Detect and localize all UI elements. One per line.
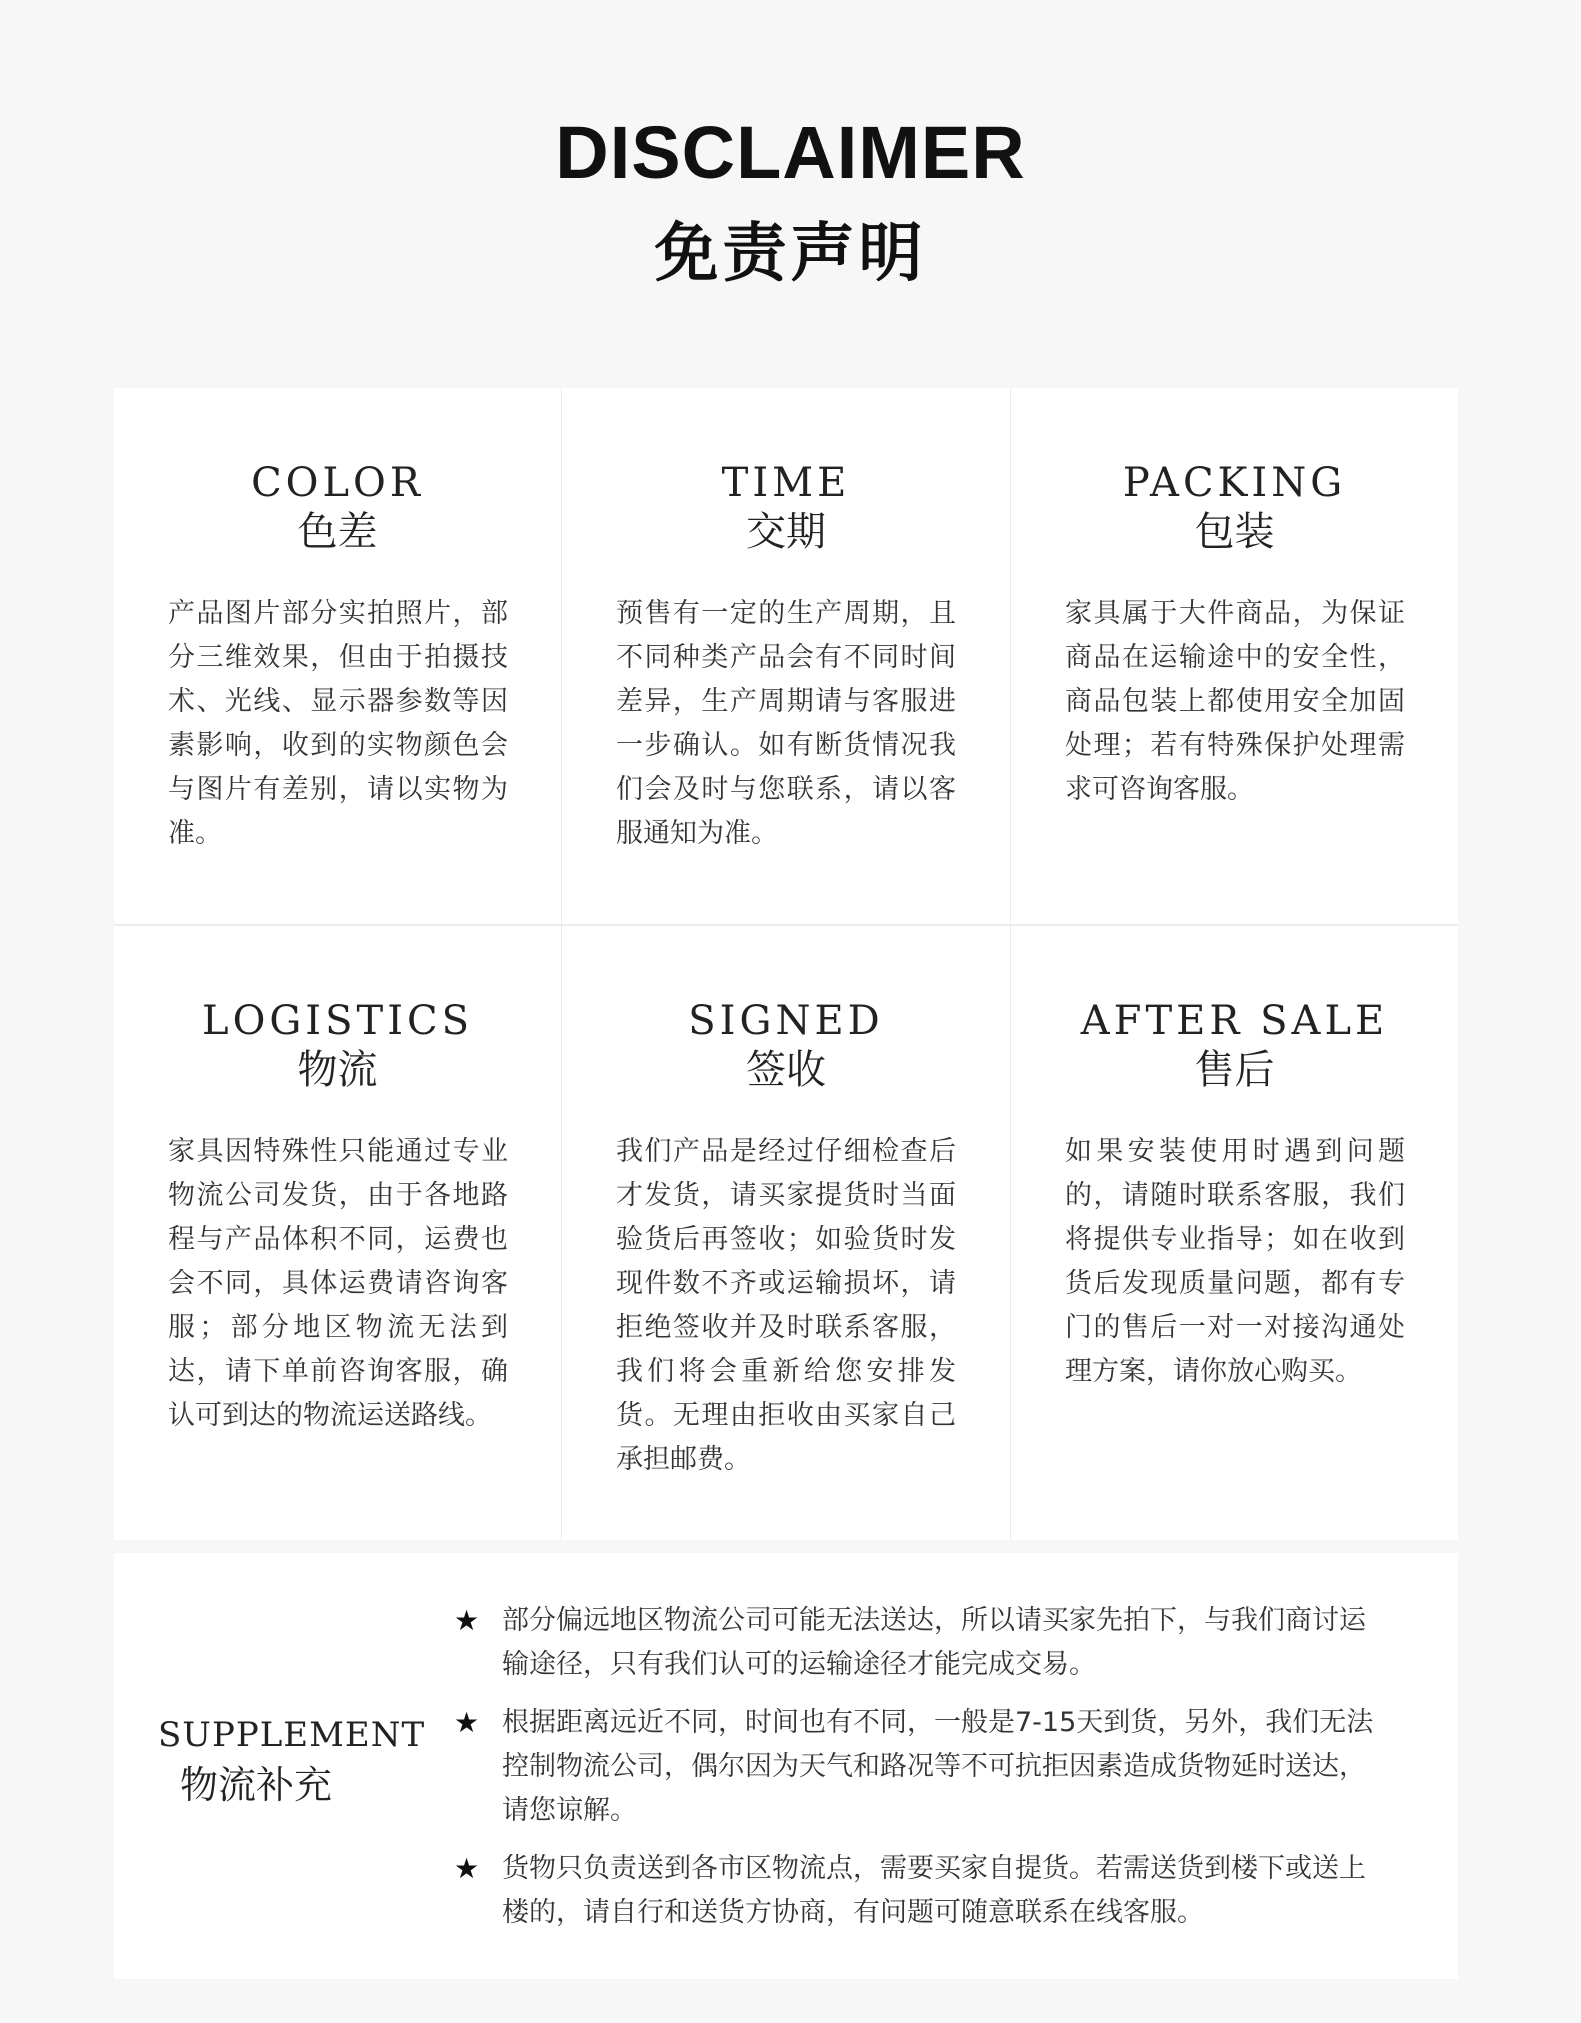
card-after-sale bbox=[1011, 926, 1458, 1540]
supplement-title-en: SUPPLEMENT bbox=[158, 1715, 426, 1755]
card-body: 家具属于大件商品，为保证商品在运输途中的安全性，商品包装上都使用安全加固处理；若有特殊保护处理需求可咨询客服。 bbox=[1065, 598, 1405, 805]
card-color bbox=[114, 388, 561, 924]
supplement-list bbox=[454, 1599, 1384, 1949]
card-body: 预售有一定的生产周期，且不同种类产品会有不同时间差异，生产周期请与客服进一步确认。如有断货情况我们会及时与您联系，请以客服通知为准。 bbox=[616, 598, 956, 849]
card-title-cn: 售后 bbox=[1194, 1047, 1275, 1093]
card-title-cn: 色差 bbox=[297, 509, 378, 555]
list-item-text: 货物只负责送到各市区物流点，需要买家自提货。若需送货到楼下或送上楼的，请自行和送货方协商，有问题可随意联系在线客服。 bbox=[502, 1853, 1366, 1928]
card-title-en: LOGISTICS bbox=[202, 998, 473, 1044]
card-packing bbox=[1011, 388, 1458, 924]
card-title-en: SIGNED bbox=[688, 998, 884, 1044]
list-item-text: 根据距离远近不同，时间也有不同，一般是7-15天到货，另外，我们无法控制物流公司，偶尔因为天气和路况等不可抗拒因素造成货物延时送达，请您谅解。 bbox=[502, 1707, 1374, 1826]
card-signed bbox=[562, 926, 1010, 1540]
card-title-cn: 包装 bbox=[1194, 509, 1275, 555]
card-title-en: TIME bbox=[721, 460, 851, 506]
card-logistics bbox=[114, 926, 561, 1540]
card-body: 我们产品是经过仔细检查后才发货，请买家提货时当面验货后再签收；如验货时发现件数不齐或运输损坏，请拒绝签收并及时联系客服，我们将会重新给您安排发货。无理由拒收由买家自己承担邮费。 bbox=[616, 1136, 956, 1475]
list-item bbox=[454, 1847, 1384, 1935]
star-icon: ★ bbox=[454, 1706, 480, 1739]
supplement-title-cn: 物流补充 bbox=[179, 1763, 332, 1807]
card-title-en: COLOR bbox=[251, 460, 424, 506]
card-title-cn: 交期 bbox=[746, 509, 826, 555]
star-icon: ★ bbox=[454, 1852, 480, 1885]
card-time bbox=[562, 388, 1010, 924]
card-body: 家具因特殊性只能通过专业物流公司发货，由于各地路程与产品体积不同，运费也会不同，具体运费请咨询客服；部分地区物流无法到达，请下单前咨询客服，确认可到达的物流运送路线。 bbox=[168, 1136, 508, 1431]
disclaimer-grid bbox=[114, 388, 1458, 1540]
star-icon: ★ bbox=[454, 1604, 480, 1637]
card-title-en: PACKING bbox=[1122, 460, 1347, 506]
list-item bbox=[454, 1599, 1384, 1687]
list-item bbox=[454, 1701, 1384, 1833]
card-title-en: AFTER SALE bbox=[1080, 998, 1389, 1044]
list-item-text: 部分偏远地区物流公司可能无法送达，所以请买家先拍下，与我们商讨运输途径，只有我们认可的运输途径才能完成交易。 bbox=[502, 1605, 1366, 1680]
card-title-cn: 物流 bbox=[297, 1047, 378, 1093]
page-title: DISCLAIMER bbox=[555, 111, 1026, 194]
page-subtitle: 免责声明 bbox=[654, 217, 927, 291]
card-title-cn: 签收 bbox=[746, 1047, 826, 1093]
supplement-title bbox=[158, 1713, 426, 1811]
card-body: 如果安装使用时遇到问题的，请随时联系客服，我们将提供专业指导；如在收到货后发现质量问题，都有专门的售后一对一对接沟通处理方案，请你放心购买。 bbox=[1065, 1136, 1405, 1387]
supplement-panel bbox=[114, 1553, 1458, 1979]
card-body: 产品图片部分实拍照片，部分三维效果，但由于拍摄技术、光线、显示器参数等因素影响，收到的实物颜色会与图片有差别，请以实物为准。 bbox=[168, 598, 508, 849]
